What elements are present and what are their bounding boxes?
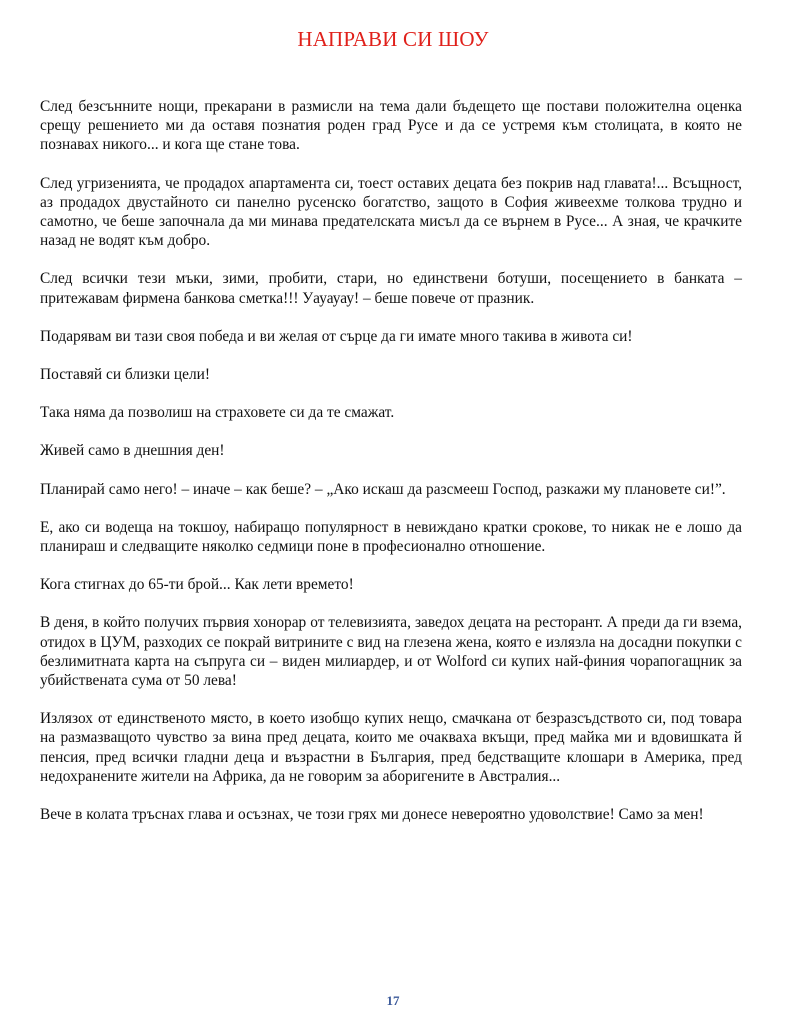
paragraph: Планирай само него! – иначе – как беше? – „Ако искаш да разсмееш Господ, разкажи му плановете си!”. <box>40 480 726 498</box>
paragraph: Така няма да позволиш на страховете си да те смажат. <box>40 404 395 422</box>
page-number: 17 <box>386 993 400 1008</box>
paragraph: Излязох от единственото място, в което изобщо купих нещо, смачкана от безразсъдството си, под товара на размазващото чувство за вина пред децата, които ме очакваха вкъщи, пред майка ми и вдовишката й пенсия, пред всички гладни деца и възрастни в България, пред бедстващите клошари в Америка, пред недохранените жители на Африка, да не говорим за аборигените в Австралия... <box>40 710 742 785</box>
paragraph: След безсънните нощи, прекарани в размисли на тема дали бъдещето ще постави положителна оценка срещу решението ми да оставя познатия роден град Русе и да се устремя към столицата, в която не познавах никого... и кога ще стане това. <box>40 98 742 154</box>
paragraph: След всички тези мъки, зими, пробити, стари, но единствени ботуши, посещението в банката – притежавам фирмена банкова сметка!!! Уауауау! – беше повече от празник. <box>40 270 742 307</box>
paragraph: В деня, в който получих първия хонорар от телевизията, заведох децата на ресторант. А преди да ги взема, отидох в ЦУМ, разходих се покрай витрините с вид на глезена жена, която е излязла на досадни покупки с безлимитната карта на съпруга си – виден милиардер, и от Wolford си купих най-финия чорапогащник за убийствената сума от 50 лева! <box>40 614 742 690</box>
paragraph: Подарявам ви тази своя победа и ви желая от сърце да ги имате много такива в живота си! <box>40 327 633 345</box>
paragraph: Е, ако си водеща на токшоу, набиращо популярност в невиждано кратки срокове, то никак не е лошо да планираш и следващите няколко седмици поне в професионално отношение. <box>40 518 742 556</box>
paragraph: Поставяй си близки цели! <box>40 366 211 384</box>
body-text <box>40 97 742 843</box>
paragraph: Живей само в днешния ден! <box>40 442 225 460</box>
paragraph: Вече в колата тръснах глава и осъзнах, че този грях ми донесе невероятно удоволствие! Само за мен! <box>40 806 704 824</box>
page-title: НАПРАВИ СИ ШОУ <box>297 27 489 51</box>
paragraph: Кога стигнах до 65-ти брой... Как лети времето! <box>40 576 354 594</box>
paragraph: След угризенията, че продадох апартамента си, тоест оставих децата без покрив над главата!... Всъщност, аз продадох двустайното си панелно русенско богатство, защото в София живеехме толкова трудно и самотно, че беше започнала да ми минава предателската мисъл да се върнем в Русе... А зная, че крачките назад не водят към добро. <box>40 174 742 250</box>
